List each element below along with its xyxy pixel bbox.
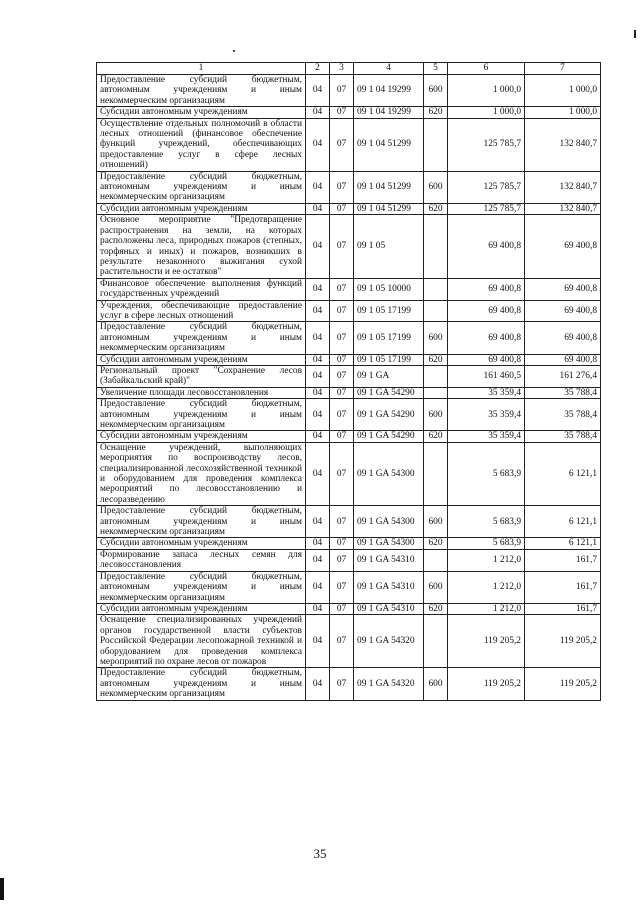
- amount-year-2: 69 400,8: [525, 354, 601, 365]
- amount-year-2: 35 788,4: [525, 431, 601, 442]
- table-body: [97, 63, 601, 701]
- amount-year-1: 35 359,4: [448, 399, 525, 431]
- target-article-code: 09 1 05 17199: [354, 354, 424, 365]
- subsection-code: 07: [330, 75, 354, 107]
- section-code: 04: [306, 300, 330, 322]
- table-row: [97, 442, 601, 505]
- amount-year-1: 5 683,9: [448, 538, 525, 549]
- table-row: [97, 215, 601, 278]
- subsection-code: 07: [330, 538, 354, 549]
- table-row: [97, 538, 601, 549]
- amount-year-1: 125 785,7: [448, 118, 525, 171]
- row-name: Предоставление субсидий бюджетным, автономным учреждениям и иным некоммерческим организациям: [97, 506, 306, 538]
- amount-year-1: 5 683,9: [448, 506, 525, 538]
- column-header: 7: [525, 63, 601, 75]
- section-code: 04: [306, 107, 330, 118]
- subsection-code: 07: [330, 571, 354, 603]
- target-article-code: 09 1 GA 54300: [354, 506, 424, 538]
- target-article-code: 09 1 04 19299: [354, 107, 424, 118]
- target-article-code: 09 1 GA: [354, 365, 424, 387]
- target-article-code: 09 1 05 10000: [354, 278, 424, 300]
- row-name: Финансовое обеспечение выполнения функций государственных учреждений: [97, 278, 306, 300]
- expense-type-code: 620: [424, 354, 448, 365]
- table-row: [97, 549, 601, 571]
- expense-type-code: 600: [424, 399, 448, 431]
- expense-type-code: 600: [424, 506, 448, 538]
- target-article-code: 09 1 GA 54290: [354, 399, 424, 431]
- subsection-code: 07: [330, 615, 354, 668]
- column-header: 4: [354, 63, 424, 75]
- target-article-code: 09 1 GA 54300: [354, 442, 424, 505]
- section-code: 04: [306, 538, 330, 549]
- target-article-code: 09 1 GA 54310: [354, 549, 424, 571]
- target-article-code: 09 1 04 51299: [354, 171, 424, 203]
- section-code: 04: [306, 365, 330, 387]
- section-code: 04: [306, 75, 330, 107]
- subsection-code: 07: [330, 365, 354, 387]
- target-article-code: 09 1 05: [354, 215, 424, 278]
- table-row: [97, 615, 601, 668]
- amount-year-2: 132 840,7: [525, 171, 601, 203]
- section-code: 04: [306, 431, 330, 442]
- amount-year-1: 69 400,8: [448, 300, 525, 322]
- amount-year-2: 1 000,0: [525, 107, 601, 118]
- amount-year-2: 6 121,1: [525, 442, 601, 505]
- amount-year-2: 119 205,2: [525, 668, 601, 700]
- amount-year-2: 161 276,4: [525, 365, 601, 387]
- binding-mark: [0, 878, 4, 900]
- amount-year-2: 69 400,8: [525, 300, 601, 322]
- table-row: [97, 399, 601, 431]
- target-article-code: 09 1 GA 54300: [354, 538, 424, 549]
- subsection-code: 07: [330, 603, 354, 614]
- subsection-code: 07: [330, 322, 354, 354]
- row-name: Предоставление субсидий бюджетным, автономным учреждениям и иным некоммерческим организациям: [97, 171, 306, 203]
- expense-type-code: [424, 615, 448, 668]
- row-name: Субсидии автономным учреждениям: [97, 203, 306, 214]
- row-name: Субсидии автономным учреждениям: [97, 354, 306, 365]
- expense-type-code: 620: [424, 603, 448, 614]
- section-code: 04: [306, 549, 330, 571]
- section-code: 04: [306, 354, 330, 365]
- amount-year-2: 132 840,7: [525, 118, 601, 171]
- expense-type-code: [424, 278, 448, 300]
- table-header-row: [97, 63, 601, 75]
- table-row: [97, 278, 601, 300]
- row-name: Предоставление субсидий бюджетным, автономным учреждениям и иным некоммерческим организациям: [97, 571, 306, 603]
- row-name: Региональный проект "Сохранение лесов (Забайкальский край)": [97, 365, 306, 387]
- row-name: Субсидии автономным учреждениям: [97, 603, 306, 614]
- subsection-code: 07: [330, 387, 354, 398]
- section-code: 04: [306, 571, 330, 603]
- row-name: Предоставление субсидий бюджетным, автономным учреждениям и иным некоммерческим организациям: [97, 399, 306, 431]
- row-name: Формирование запаса лесных семян для лесовосстановления: [97, 549, 306, 571]
- target-article-code: 09 1 04 19299: [354, 75, 424, 107]
- subsection-code: 07: [330, 118, 354, 171]
- amount-year-1: 69 400,8: [448, 322, 525, 354]
- row-name: Предоставление субсидий бюджетным, автономным учреждениям и иным некоммерческим организациям: [97, 322, 306, 354]
- amount-year-2: 161,7: [525, 549, 601, 571]
- expense-type-code: 600: [424, 571, 448, 603]
- subsection-code: 07: [330, 354, 354, 365]
- section-code: 04: [306, 322, 330, 354]
- expense-type-code: [424, 365, 448, 387]
- section-code: 04: [306, 278, 330, 300]
- amount-year-2: 35 788,4: [525, 399, 601, 431]
- table-row: [97, 118, 601, 171]
- subsection-code: 07: [330, 668, 354, 700]
- subsection-code: 07: [330, 442, 354, 505]
- table-row: [97, 571, 601, 603]
- table-row: [97, 171, 601, 203]
- amount-year-2: 132 840,7: [525, 203, 601, 214]
- amount-year-1: 1 000,0: [448, 75, 525, 107]
- target-article-code: 09 1 GA 54320: [354, 615, 424, 668]
- page-number: 35: [313, 846, 327, 861]
- scan-dot: [233, 50, 235, 52]
- row-name: Основное мероприятие "Предотвращение распространения на земли, на которых расположены леса, природных пожаров (степных, торфяных и иных) и пожаров, возникших в результате незаконного выжигания сухой растительности и ее остатков": [97, 215, 306, 278]
- row-name: Субсидии автономным учреждениям: [97, 431, 306, 442]
- edge-mark: [634, 30, 636, 38]
- amount-year-2: 69 400,8: [525, 322, 601, 354]
- table-row: [97, 203, 601, 214]
- section-code: 04: [306, 603, 330, 614]
- target-article-code: 09 1 GA 54290: [354, 431, 424, 442]
- section-code: 04: [306, 118, 330, 171]
- table-row: [97, 75, 601, 107]
- row-name: Осуществление отдельных полномочий в области лесных отношений (финансовое обеспечение функций учреждений, обеспечивающих предоставление услуг в сфере лесных отношений): [97, 118, 306, 171]
- row-name: Субсидии автономным учреждениям: [97, 107, 306, 118]
- row-name: Учреждения, обеспечивающие предоставление услуг в сфере лесных отношений: [97, 300, 306, 322]
- row-name: Оснащение специализированных учреждений органов государственной власти субъектов Российской Федерации лесопожарной техникой и оборудованием для проведения комплекса мероприятий по охране лесов от пожаров: [97, 615, 306, 668]
- subsection-code: 07: [330, 549, 354, 571]
- amount-year-2: 119 205,2: [525, 615, 601, 668]
- expense-type-code: [424, 215, 448, 278]
- row-name: Оснащение учреждений, выполняющих мероприятия по воспроизводству лесов, специализированной лесохозяйственной техникой и оборудованием для проведения комплекса мероприятий по лесовосстановлению и лесоразведению: [97, 442, 306, 505]
- expense-type-code: [424, 118, 448, 171]
- table-row: [97, 668, 601, 700]
- expense-type-code: 620: [424, 431, 448, 442]
- amount-year-1: 69 400,8: [448, 278, 525, 300]
- section-code: 04: [306, 171, 330, 203]
- amount-year-1: 119 205,2: [448, 615, 525, 668]
- section-code: 04: [306, 203, 330, 214]
- amount-year-1: 1 212,0: [448, 571, 525, 603]
- expense-type-code: 600: [424, 322, 448, 354]
- subsection-code: 07: [330, 203, 354, 214]
- expense-type-code: 620: [424, 203, 448, 214]
- subsection-code: 07: [330, 215, 354, 278]
- expense-type-code: 600: [424, 75, 448, 107]
- target-article-code: 09 1 GA 54320: [354, 668, 424, 700]
- amount-year-1: 1 000,0: [448, 107, 525, 118]
- amount-year-2: 35 788,4: [525, 387, 601, 398]
- amount-year-2: 6 121,1: [525, 506, 601, 538]
- table-row: [97, 431, 601, 442]
- row-name: Увеличение площади лесовосстановления: [97, 387, 306, 398]
- table-row: [97, 107, 601, 118]
- section-code: 04: [306, 615, 330, 668]
- row-name: Предоставление субсидий бюджетным, автономным учреждениям и иным некоммерческим организациям: [97, 75, 306, 107]
- amount-year-2: 69 400,8: [525, 215, 601, 278]
- amount-year-1: 35 359,4: [448, 387, 525, 398]
- column-header: 6: [448, 63, 525, 75]
- row-name: Предоставление субсидий бюджетным, автономным учреждениям и иным некоммерческим организациям: [97, 668, 306, 700]
- subsection-code: 07: [330, 399, 354, 431]
- expense-type-code: [424, 549, 448, 571]
- expense-type-code: 600: [424, 668, 448, 700]
- target-article-code: 09 1 GA 54310: [354, 603, 424, 614]
- amount-year-1: 161 460,5: [448, 365, 525, 387]
- subsection-code: 07: [330, 107, 354, 118]
- table-row: [97, 354, 601, 365]
- section-code: 04: [306, 215, 330, 278]
- amount-year-2: 69 400,8: [525, 278, 601, 300]
- target-article-code: 09 1 04 51299: [354, 203, 424, 214]
- target-article-code: 09 1 05 17199: [354, 300, 424, 322]
- target-article-code: 09 1 04 51299: [354, 118, 424, 171]
- target-article-code: 09 1 05 17199: [354, 322, 424, 354]
- amount-year-1: 5 683,9: [448, 442, 525, 505]
- section-code: 04: [306, 442, 330, 505]
- table-row: [97, 300, 601, 322]
- section-code: 04: [306, 387, 330, 398]
- expense-type-code: [424, 300, 448, 322]
- amount-year-2: 161,7: [525, 571, 601, 603]
- target-article-code: 09 1 GA 54290: [354, 387, 424, 398]
- subsection-code: 07: [330, 431, 354, 442]
- column-header: 5: [424, 63, 448, 75]
- expense-type-code: [424, 387, 448, 398]
- expense-type-code: 620: [424, 538, 448, 549]
- subsection-code: 07: [330, 278, 354, 300]
- section-code: 04: [306, 668, 330, 700]
- subsection-code: 07: [330, 171, 354, 203]
- expense-type-code: 620: [424, 107, 448, 118]
- amount-year-2: 6 121,1: [525, 538, 601, 549]
- section-code: 04: [306, 506, 330, 538]
- subsection-code: 07: [330, 506, 354, 538]
- column-header: 2: [306, 63, 330, 75]
- amount-year-1: 69 400,8: [448, 354, 525, 365]
- amount-year-2: 1 000,0: [525, 75, 601, 107]
- expense-type-code: 600: [424, 171, 448, 203]
- table-row: [97, 322, 601, 354]
- amount-year-1: 69 400,8: [448, 215, 525, 278]
- amount-year-1: 125 785,7: [448, 171, 525, 203]
- amount-year-1: 125 785,7: [448, 203, 525, 214]
- section-code: 04: [306, 399, 330, 431]
- table-row: [97, 506, 601, 538]
- column-header: 3: [330, 63, 354, 75]
- amount-year-1: 1 212,0: [448, 603, 525, 614]
- table-row: [97, 603, 601, 614]
- amount-year-1: 119 205,2: [448, 668, 525, 700]
- budget-table: [96, 62, 601, 701]
- subsection-code: 07: [330, 300, 354, 322]
- amount-year-2: 161,7: [525, 603, 601, 614]
- expense-type-code: [424, 442, 448, 505]
- target-article-code: 09 1 GA 54310: [354, 571, 424, 603]
- table-row: [97, 365, 601, 387]
- column-header: 1: [97, 63, 306, 75]
- table-row: [97, 387, 601, 398]
- row-name: Субсидии автономным учреждениям: [97, 538, 306, 549]
- amount-year-1: 1 212,0: [448, 549, 525, 571]
- amount-year-1: 35 359,4: [448, 431, 525, 442]
